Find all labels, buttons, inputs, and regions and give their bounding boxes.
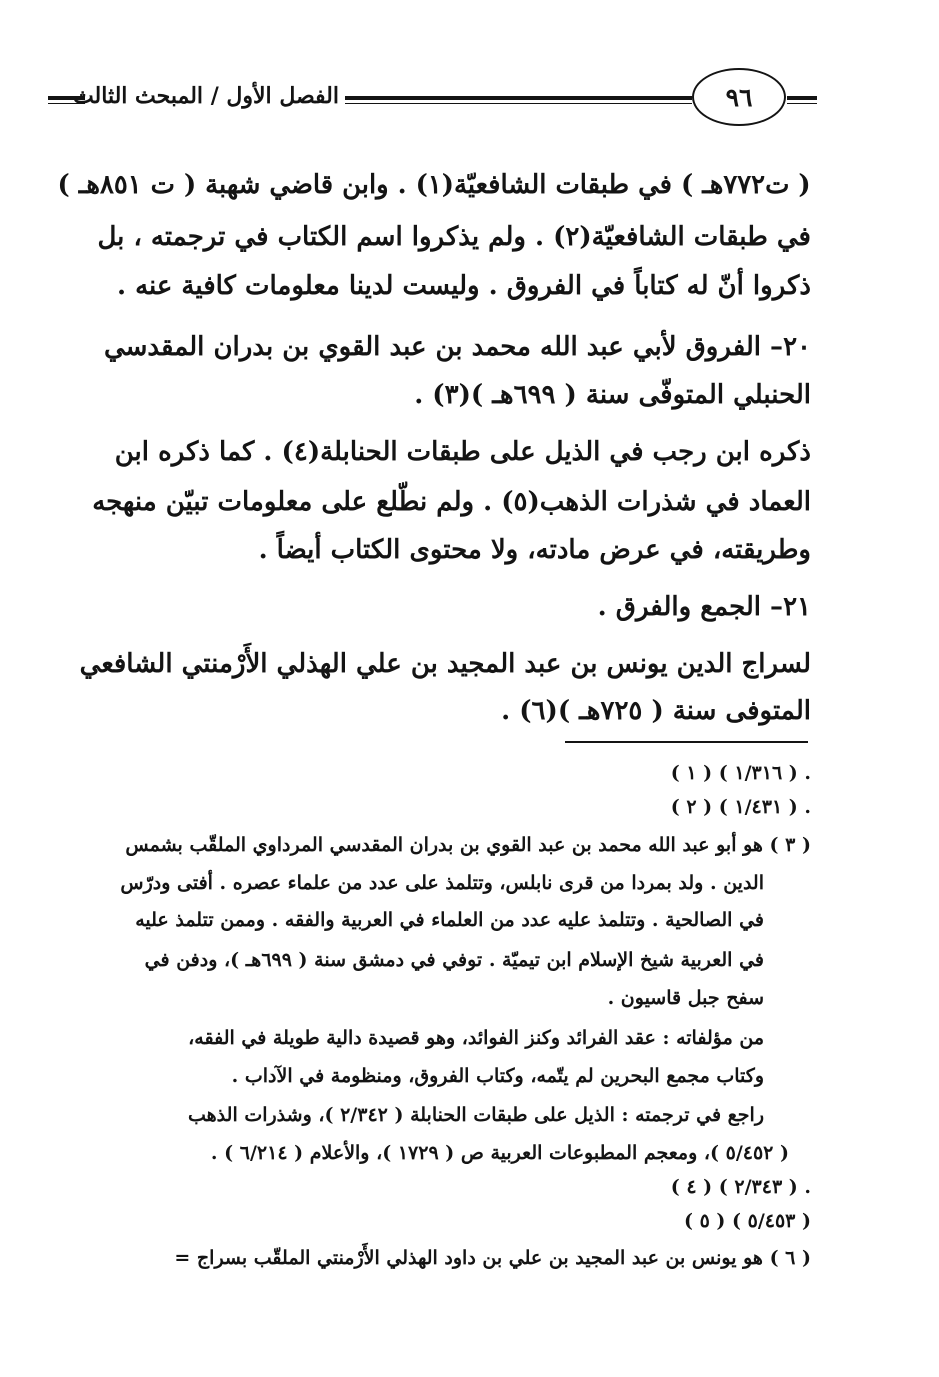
footnote-line: ( ٣ ) هو أبو عبد الله محمد بن عبد القوي بن بدران المقدسي المرداوي الملقّب بشمس <box>125 834 811 856</box>
body-line: وطريقته، في عرض مادته، ولا محتوى الكتاب أيضاً . <box>258 535 811 565</box>
body-line: ذكره ابن رجب في الذيل على طبقات الحنابلة(٤) . كما ذكره ابن <box>114 437 811 467</box>
footnote-line: ( ١ ) ( ١/٣١٦ ) . <box>670 762 811 784</box>
body-line: ٢١– الجمع والفرق . <box>597 592 811 622</box>
footnote-line: ( ٥ ) ( ٥/٤٥٣ ) <box>683 1210 811 1232</box>
body-line: ذكروا أنّ له كتاباً في الفروق . وليست لدينا معلومات كافية عنه . <box>116 271 811 301</box>
header-rule-middle <box>345 96 692 104</box>
footnote-line: سفح جبل قاسيون . <box>607 987 764 1009</box>
body-line: المتوفى سنة ( ٧٢٥هـ )(٦) . <box>501 696 811 726</box>
footnote-line: وكتاب مجمع البحرين لم يتّمه، وكتاب الفروق، ومنظومة في الآداب . <box>231 1065 764 1087</box>
footnote-line: في العربية شيخ الإسلام ابن تيميّة . توفي في دمشق سنة ( ٦٩٩هـ )، ودفن في <box>144 949 764 971</box>
running-header-title: الفصل الأول / المبحث الثالث <box>72 83 339 109</box>
header-rule-right <box>787 96 817 104</box>
footnote-line: ( ٥/٤٥٢ )، ومعجم المطبوعات العربية ص ( ١٧٢٩ )، والأعلام ( ٦/٢١٤ ) . <box>210 1142 789 1164</box>
footnote-line: من مؤلفاته : عقد الفرائد وكنز الفوائد، وهو قصيدة دالية طويلة في الفقه، <box>188 1027 764 1049</box>
footnote-line: في الصالحية . وتتلمذ عليه عدد من العلماء في العربية والفقه . وممن تتلمذ عليه <box>135 909 764 931</box>
page-number: ٩٦ <box>725 82 753 112</box>
body-line: ( ت٧٧٢هـ ) في طبقات الشافعيّة(١) . وابن قاضي شهبة ( ت ٨٥١هـ ) <box>57 170 811 200</box>
body-line: لسراج الدين يونس بن عبد المجيد بن علي الهذلي الأَرْمنتي الشافعي <box>79 649 811 679</box>
body-line: في طبقات الشافعيّة(٢) . ولم يذكروا اسم الكتاب في ترجمته ، بل <box>97 222 811 252</box>
footnote-line: ( ٢ ) ( ١/٤٣١ ) . <box>670 796 811 818</box>
footnote-line: ( ٦ ) هو يونس بن عبد المجيد بن علي بن داود الهذلي الأَرْمنتي الملقّب بسراج = <box>174 1247 811 1269</box>
body-line: الحنبلي المتوفّى سنة ( ٦٩٩هـ )(٣) . <box>414 380 811 410</box>
footnote-line: الدين . ولد بمردا من قرى نابلس، وتتلمذ على عدد من علماء عصره . أفتى ودرّس <box>120 872 764 894</box>
page-number-badge <box>692 68 786 126</box>
footnote-separator <box>565 741 808 743</box>
body-line: ٢٠– الفروق لأبي عبد الله محمد بن عبد القوي بن بدران المقدسي <box>103 332 811 362</box>
footnote-line: راجع في ترجمته : الذيل على طبقات الحنابلة ( ٢/٣٤٢ )، وشذرات الذهب <box>188 1104 764 1126</box>
footnote-line: ( ٤ ) ( ٢/٣٤٣ ) . <box>670 1176 811 1198</box>
body-line: العماد في شذرات الذهب(٥) . ولم نطّلع على معلومات تبيّن منهجه <box>92 487 811 517</box>
